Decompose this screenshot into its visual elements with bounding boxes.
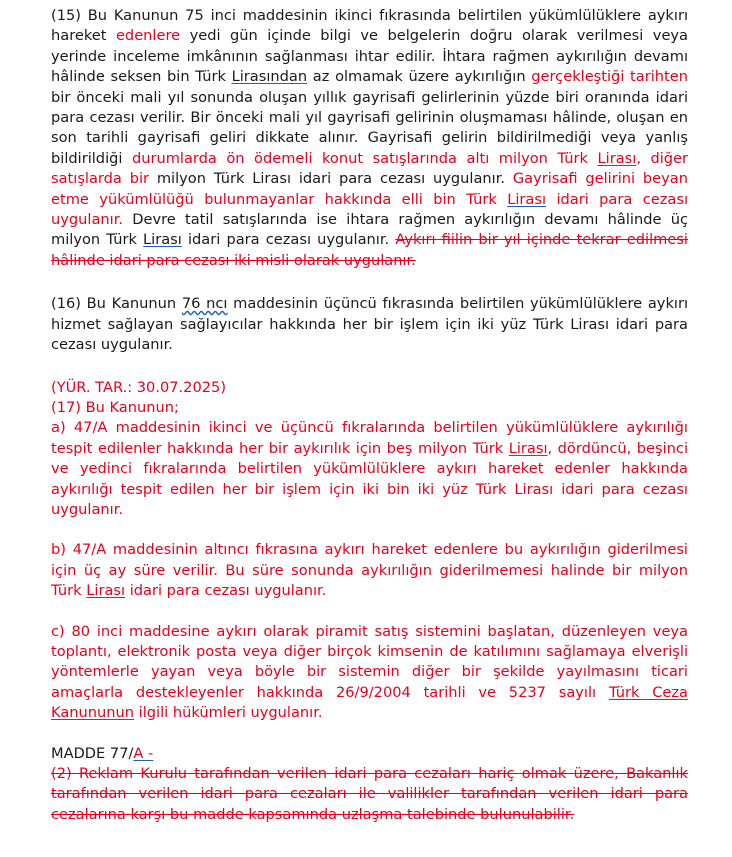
text-run: ilgili hükümleri uygulanır.	[134, 704, 323, 722]
text-run: idari para cezası uygulanır.	[181, 231, 396, 249]
text-run: (15) Bu Kanunun 75 inci maddesinin ikinci fıkrasında belirtilen yükümlülüklere aykırı hareket	[51, 7, 688, 45]
deleted-text: Aykırı fiilin bir yıl içinde tekrar edilmesi hâlinde idari para cezası iki misli olarak uygulanır.	[51, 231, 688, 269]
text-run: yedi gün içinde bilgi ve belgelerin doğru olarak verilmesi veya yerinde inceleme imkânının sağlanması ihtar edilir. İhtara rağmen aykırılığın devamı hâlinde seksen bin Türk	[51, 27, 688, 86]
text-run: bir önceki mali yıl sonunda oluşan yıllık gayrisafi gelirlerinin yüzde biri oranında idari para cezası verilir. Bir önceki mali yıl gayrisafi gelirinin oluşmaması hâlinde, oluşan en son tarihli gayrisafi geliri dikkate alınır. Gayrisafi gelirin bildirilmediği veya yanlış bildirildiği	[51, 88, 688, 167]
text-run: az olmamak üzere aykırılığın	[307, 68, 532, 86]
inserted-text: , diğer satışlarda bir	[51, 149, 689, 188]
paragraph-17b	[51, 540, 688, 601]
text-run: (16) Bu Kanunun	[51, 295, 182, 313]
paragraph-16	[51, 294, 688, 355]
inserted-text: A -	[133, 744, 154, 762]
spellcheck-underlined-word: Türk Ceza Kanununun	[51, 683, 688, 722]
text-run: MADDE 77/	[51, 744, 134, 762]
text-run: b) 47/A maddesinin altıncı fıkrasına aykırı hareket edenlere bu aykırılığın giderilmesi için üç ay süre verilir. Bu süre sonunda aykırılığın giderilmemesi halinde bir milyon Türk	[51, 541, 688, 600]
inserted-text: gerçekleştiği tarihten	[531, 68, 688, 86]
inserted-text: Gayrisafi gelirini beyan etme yükümlülüğü bulunmayanlar hakkında elli bin Türk	[51, 170, 688, 208]
paragraph-17c	[51, 622, 688, 724]
text-run: a) 47/A maddesinin ikinci ve üçüncü fıkralarında belirtilen yükümlülüklere aykırılığı tespit edilenler hakkında her bir aykırılık için beş milyon Türk	[51, 419, 688, 457]
spellcheck-underlined-word: Lirasından	[231, 68, 308, 86]
text-run: , dördüncü, beşinci ve yedinci fıkralarında belirtilen yükümlülüklere aykırı hareket edenler hakkında aykırılığı tespit edilen her bir işlem için iki bin iki yüz Türk Lirası idari para cezası uygulanır.	[51, 439, 688, 518]
paragraph-17a	[51, 418, 688, 520]
inserted-text: idari para cezası uygulanır.	[51, 190, 688, 229]
paragraph-15	[51, 6, 688, 271]
text-run: c) 80 inci maddesine aykırı olarak piramit satış sistemini başlatan, düzenleyen veya toplantı, elektronik posta veya diğer birçok kimsenin de katılımını sağlamaya elverişli yöntemlerle yayan veya böyle bir sistemin diğer bir şekilde yayılmasını ticari amaçlarla destekleyenler hakkında 26/9/2004 tarihli ve 5237 sayılı	[51, 622, 688, 701]
deleted-paragraph-2: (2) Reklam Kurulu tarafından verilen idari para cezaları hariç olmak üzere, Bakanlık tarafından verilen idari para cezaları ile valilikler tarafından verilen idari para cezalarına karşı bu madde kapsamında uzlaşma talebinde bulunulabilir.	[51, 765, 688, 823]
spellcheck-underlined-word: Lirası	[507, 190, 547, 208]
article-heading	[51, 744, 688, 764]
spellcheck-underlined-word: Lirası	[597, 149, 637, 167]
text-run: idari para cezası uygulanır.	[125, 582, 327, 600]
spellcheck-underlined-word: Lirası	[508, 439, 548, 457]
effective-date-note: (YÜR. TAR.: 30.07.2025)	[51, 378, 227, 396]
spellcheck-underlined-word: Lirası	[143, 231, 182, 249]
text-run: Devre tatil satışlarında ise ihtara rağmen aykırılığın devamı hâlinde üç milyon Türk	[51, 211, 688, 249]
text-run: maddesinin üçüncü fıkrasında belirtilen yükümlülüklere aykırı hizmet sağlayan sağlayıcılar hakkında her bir işlem için iki yüz Türk Lirası idari para cezası uygulanır.	[51, 295, 688, 354]
text-run: milyon Türk Lirası idari para cezası uygulanır.	[149, 170, 513, 188]
spellcheck-underlined-word: Lirası	[86, 582, 126, 600]
spellcheck-underlined-word: 76 ncı	[181, 295, 228, 313]
document-page	[51, 6, 688, 825]
inserted-text: durumlarda ön ödemeli konut satışlarında altı milyon Türk	[131, 149, 598, 167]
inserted-text: edenlere	[115, 27, 181, 45]
paragraph-17-intro: (17) Bu Kanunun;	[51, 398, 179, 416]
